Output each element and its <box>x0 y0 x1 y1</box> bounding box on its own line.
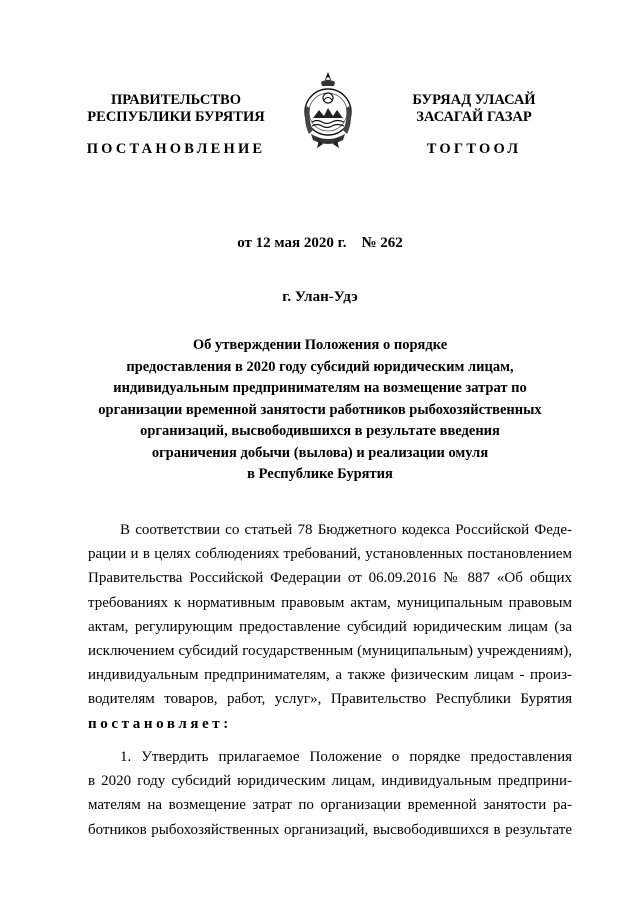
title-line: предоставления в 2020 году субсидий юридическим лицам, <box>126 358 514 375</box>
text-line: ботников рыбохозяйственных организаций, высвободившихся в результате <box>88 821 572 838</box>
text-line: Правительства Российской Федерации от 06.09.2016 № 887 «Об общих <box>88 570 572 587</box>
text-line: В соответствии со статьей 78 Бюджетного кодекса Российской Феде- <box>120 522 572 538</box>
title-line: в Республике Бурятия <box>247 466 393 482</box>
issuer-line: ПРАВИТЕЛЬСТВО <box>111 92 241 108</box>
title-line: индивидуальным предпринимателям на возмещение затрат по <box>113 380 527 396</box>
title-line: Об утверждении Положения о порядке <box>192 337 448 353</box>
title-line: организации временной занятости работников рыбохозяйственных <box>98 401 542 418</box>
coat-of-arms-icon <box>297 70 359 150</box>
doc-type-buryat: ТОГТООЛ <box>426 141 522 157</box>
text-line: мателям на возмещение затрат по организации временной занятости ра- <box>88 797 572 814</box>
title-line: ограничения добычи (вылова) и реализации омуля <box>151 444 489 461</box>
issuer-line: РЕСПУБЛИКИ БУРЯТИЯ <box>87 109 265 125</box>
text-line: актам, регулирующим предоставление субсидий юридическим лицам (за <box>88 618 572 635</box>
issuer-name-russian <box>60 92 292 126</box>
text-line: требованиях к нормативным правовым актам, муниципальным правовым <box>88 594 572 611</box>
text-line: индивидуальным предпринимателям, а также физическим лицам - произ- <box>88 667 572 684</box>
city: г. Улан-Удэ <box>282 289 358 305</box>
issuer-line: ЗАСАГАЙ ГАЗАР <box>416 109 532 125</box>
text-line: водителям товаров, работ, услуг», Правительство Республики Бурятия <box>88 691 572 708</box>
document-title <box>80 335 560 486</box>
doc-type-russian: ПОСТАНОВЛЕНИЕ <box>86 141 266 157</box>
text-line: 1. Утвердить прилагаемое Положение о порядке предоставления <box>120 749 572 765</box>
text-line: в 2020 году субсидий юридическим лицам, индивидуальным предприни- <box>88 773 572 790</box>
issuer-line: БУРЯАД УЛАСАЙ <box>412 92 536 108</box>
decree-word: постановляет: <box>88 715 232 732</box>
title-line: организаций, высвободившихся в результате введения <box>140 423 500 439</box>
date-and-number: от 12 мая 2020 г. № 262 <box>237 235 403 251</box>
preamble-paragraph <box>88 518 572 736</box>
clause-1-paragraph <box>88 745 572 842</box>
issuer-name-buryat <box>366 92 582 126</box>
text-line: исключением субсидий государственным (муниципальным) учреждениям), <box>88 642 572 659</box>
text-line: рации и в целях соблюдениях требований, установленных постановлением <box>88 546 572 563</box>
